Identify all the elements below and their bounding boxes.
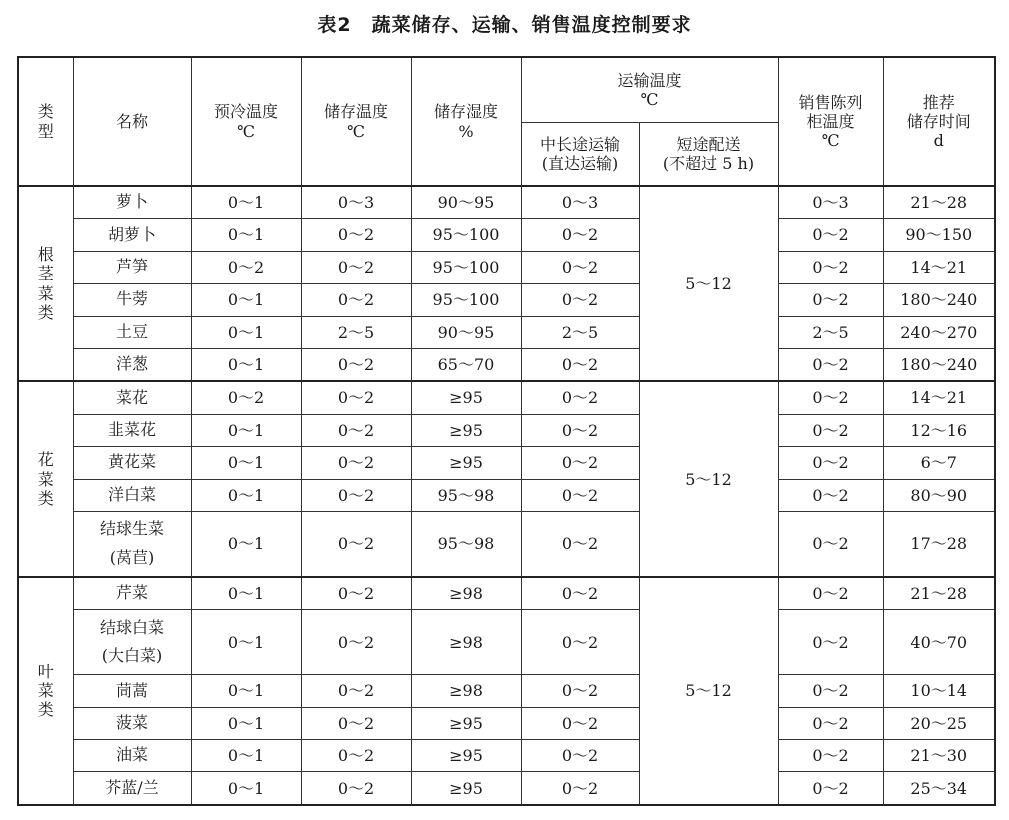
- precool-temp: 0～1: [191, 511, 301, 577]
- category-char: 类: [37, 488, 54, 508]
- header-transport-short-note: (不超过 5 h): [662, 154, 755, 173]
- transport-long-temp: 0～2: [521, 479, 639, 511]
- table-row: [18, 447, 995, 479]
- vegetable-name-line: 萝卜: [115, 192, 148, 212]
- vegetable-name-line: 洋白菜: [107, 484, 156, 504]
- vegetable-name-line: 洋葱: [115, 354, 148, 374]
- category-char: 菜: [37, 681, 54, 701]
- category-cell: [18, 577, 73, 805]
- table-row: [18, 284, 995, 316]
- category-char: 类: [37, 302, 54, 322]
- recommended-days: 25～34: [883, 772, 995, 805]
- header-storage-humidity-unit: %: [458, 121, 474, 141]
- transport-long-temp: 0～2: [521, 219, 639, 251]
- vegetable-name: [73, 447, 191, 479]
- storage-humidity: 90～95: [411, 316, 521, 348]
- storage-temp: 2～5: [301, 316, 411, 348]
- transport-long-temp: 2～5: [521, 316, 639, 348]
- header-precool-label: 预冷温度: [213, 102, 278, 122]
- storage-temp: 0～2: [301, 447, 411, 479]
- transport-short-temp: 5～12: [639, 381, 778, 577]
- recommended-days: 21～30: [883, 740, 995, 772]
- header-recommended-time: [883, 57, 995, 186]
- precool-temp: 0～1: [191, 186, 301, 219]
- precool-temp: 0～1: [191, 740, 301, 772]
- display-temp: 0～2: [778, 511, 883, 577]
- storage-humidity: 95～98: [411, 479, 521, 511]
- recommended-days: 6～7: [883, 447, 995, 479]
- vegetable-name: [73, 707, 191, 739]
- table-row: [18, 479, 995, 511]
- vegetable-name-line: 芦笋: [115, 257, 148, 277]
- table-row: [18, 414, 995, 446]
- header-transport: [521, 57, 778, 123]
- vegetable-name: [73, 414, 191, 446]
- storage-temp: 0～2: [301, 251, 411, 283]
- display-temp: 0～2: [778, 740, 883, 772]
- precool-temp: 0～1: [191, 479, 301, 511]
- storage-humidity: ≥95: [411, 447, 521, 479]
- vegetable-name-line: 芥蓝/兰: [105, 777, 159, 797]
- display-temp: 0～2: [778, 707, 883, 739]
- storage-humidity: 95～100: [411, 284, 521, 316]
- category-char: 叶: [37, 662, 54, 682]
- storage-humidity: 95～100: [411, 219, 521, 251]
- vegetable-name-line: 韭菜花: [107, 420, 156, 440]
- recommended-days: 20～25: [883, 707, 995, 739]
- table-row: [18, 251, 995, 283]
- transport-long-temp: 0～2: [521, 772, 639, 805]
- table-row: [18, 675, 995, 707]
- category-char: 茎: [37, 264, 54, 284]
- transport-long-temp: 0～2: [521, 447, 639, 479]
- storage-humidity: ≥98: [411, 610, 521, 675]
- display-temp: 0～2: [778, 447, 883, 479]
- header-recommended-unit: d: [933, 131, 944, 151]
- table-row: [18, 740, 995, 772]
- precool-temp: 0～2: [191, 381, 301, 414]
- table-row: [18, 577, 995, 610]
- recommended-days: 40～70: [883, 610, 995, 675]
- vegetable-name: [73, 348, 191, 381]
- storage-humidity: 95～100: [411, 251, 521, 283]
- precool-temp: 0～1: [191, 414, 301, 446]
- transport-long-temp: 0～2: [521, 381, 639, 414]
- category-char: 根: [37, 245, 54, 265]
- table-body: [18, 186, 995, 805]
- storage-humidity: ≥95: [411, 381, 521, 414]
- precool-temp: 0～1: [191, 447, 301, 479]
- precool-temp: 0～1: [191, 707, 301, 739]
- recommended-days: 17～28: [883, 511, 995, 577]
- vegetable-name-line: (莴苣): [109, 547, 155, 567]
- display-temp: 0～3: [778, 186, 883, 219]
- display-temp: 0～2: [778, 348, 883, 381]
- transport-long-temp: 0～3: [521, 186, 639, 219]
- storage-humidity: 65～70: [411, 348, 521, 381]
- display-temp: 0～2: [778, 675, 883, 707]
- display-temp: 0～2: [778, 381, 883, 414]
- header-category: [18, 57, 73, 186]
- precool-temp: 0～1: [191, 772, 301, 805]
- display-temp: 0～2: [778, 479, 883, 511]
- header-storage-temp: [301, 57, 411, 186]
- table-title: [0, 8, 1009, 42]
- category-char: 类: [37, 700, 54, 720]
- storage-temp: 0～2: [301, 284, 411, 316]
- precool-temp: 0～2: [191, 251, 301, 283]
- display-temp: 0～2: [778, 219, 883, 251]
- display-temp: 2～5: [778, 316, 883, 348]
- category-char: 菜: [37, 469, 54, 489]
- recommended-days: 21～28: [883, 577, 995, 610]
- header-display-line-2: 柜温度: [806, 111, 855, 131]
- recommended-days: 14～21: [883, 381, 995, 414]
- vegetable-name: [73, 251, 191, 283]
- vegetable-name: [73, 316, 191, 348]
- header-transport-unit: ℃: [640, 90, 659, 109]
- table-row: [18, 219, 995, 251]
- transport-long-temp: 0～2: [521, 740, 639, 772]
- header-storage-humidity-label: 储存湿度: [433, 102, 498, 122]
- storage-temp: 0～2: [301, 414, 411, 446]
- recommended-days: 14～21: [883, 251, 995, 283]
- transport-long-temp: 0～2: [521, 414, 639, 446]
- table-row: [18, 511, 995, 577]
- storage-temp: 0～2: [301, 610, 411, 675]
- vegetable-name: [73, 740, 191, 772]
- table-header: [18, 57, 995, 186]
- vegetable-name-line: 菠菜: [115, 712, 148, 732]
- precool-temp: 0～1: [191, 316, 301, 348]
- storage-temp: 0～2: [301, 707, 411, 739]
- precool-temp: 0～1: [191, 577, 301, 610]
- storage-temp: 0～2: [301, 577, 411, 610]
- recommended-days: 180～240: [883, 284, 995, 316]
- header-transport-long: [521, 123, 639, 187]
- recommended-days: 12～16: [883, 414, 995, 446]
- display-temp: 0～2: [778, 772, 883, 805]
- header-name: 名称: [73, 57, 191, 186]
- precool-temp: 0～1: [191, 284, 301, 316]
- storage-temp: 0～2: [301, 675, 411, 707]
- temperature-table: [17, 56, 996, 806]
- header-category-line-2: 型: [37, 121, 54, 141]
- vegetable-name: [73, 284, 191, 316]
- header-display-unit: ℃: [821, 131, 840, 151]
- display-temp: 0～2: [778, 414, 883, 446]
- header-storage-humidity: [411, 57, 521, 186]
- header-recommended-line-2: 储存时间: [906, 111, 971, 131]
- header-transport-long-label: 中长途运输: [539, 134, 620, 154]
- transport-long-temp: 0～2: [521, 675, 639, 707]
- transport-short-temp: 5～12: [639, 186, 778, 381]
- precool-temp: 0～1: [191, 219, 301, 251]
- transport-long-temp: 0～2: [521, 511, 639, 577]
- vegetable-name: [73, 511, 191, 577]
- vegetable-name: [73, 381, 191, 414]
- storage-humidity: ≥98: [411, 577, 521, 610]
- storage-humidity: ≥95: [411, 414, 521, 446]
- header-transport-label: 运输温度: [617, 70, 682, 90]
- display-temp: 0～2: [778, 251, 883, 283]
- vegetable-name: [73, 772, 191, 805]
- recommended-days: 240～270: [883, 316, 995, 348]
- precool-temp: 0～1: [191, 348, 301, 381]
- transport-long-temp: 0～2: [521, 284, 639, 316]
- header-precool: [191, 57, 301, 186]
- category-cell: [18, 381, 73, 577]
- header-category-line-1: 类: [37, 102, 54, 122]
- vegetable-name-line: 胡萝卜: [107, 224, 156, 244]
- table-row: [18, 348, 995, 381]
- header-display-temp: [778, 57, 883, 186]
- vegetable-name-line: (大白菜): [101, 646, 163, 666]
- vegetable-name: [73, 479, 191, 511]
- recommended-days: 180～240: [883, 348, 995, 381]
- recommended-days: 90～150: [883, 219, 995, 251]
- header-transport-long-note: (直达运输): [541, 154, 619, 173]
- storage-temp: 0～2: [301, 511, 411, 577]
- vegetable-name-line: 结球生菜: [99, 519, 164, 539]
- vegetable-name: [73, 577, 191, 610]
- vegetable-name: [73, 186, 191, 219]
- display-temp: 0～2: [778, 577, 883, 610]
- storage-temp: 0～2: [301, 740, 411, 772]
- transport-long-temp: 0～2: [521, 348, 639, 381]
- storage-temp: 0～2: [301, 772, 411, 805]
- transport-short-temp: 5～12: [639, 577, 778, 805]
- vegetable-name-line: 芹菜: [115, 583, 148, 603]
- header-storage-temp-unit: ℃: [347, 121, 365, 141]
- category-char: 菜: [37, 283, 54, 303]
- transport-long-temp: 0～2: [521, 251, 639, 283]
- storage-humidity: 95～98: [411, 511, 521, 577]
- transport-long-temp: 0～2: [521, 577, 639, 610]
- vegetable-name-line: 土豆: [115, 321, 148, 341]
- display-temp: 0～2: [778, 610, 883, 675]
- storage-humidity: ≥98: [411, 675, 521, 707]
- table-row: [18, 186, 995, 219]
- category-cell: [18, 186, 73, 381]
- vegetable-name-line: 油菜: [115, 745, 148, 765]
- storage-temp: 0～2: [301, 219, 411, 251]
- storage-temp: 0～2: [301, 381, 411, 414]
- precool-temp: 0～1: [191, 610, 301, 675]
- transport-long-temp: 0～2: [521, 707, 639, 739]
- table-caption: 蔬菜储存、运输、销售温度控制要求: [371, 14, 692, 36]
- storage-temp: 0～3: [301, 186, 411, 219]
- table-row: [18, 316, 995, 348]
- header-display-line-1: 销售陈列: [798, 92, 863, 112]
- storage-humidity: ≥95: [411, 740, 521, 772]
- recommended-days: 80～90: [883, 479, 995, 511]
- storage-temp: 0～2: [301, 479, 411, 511]
- storage-humidity: ≥95: [411, 707, 521, 739]
- vegetable-name: [73, 219, 191, 251]
- recommended-days: 21～28: [883, 186, 995, 219]
- vegetable-name-line: 牛蒡: [115, 289, 148, 309]
- header-transport-short: [639, 123, 778, 187]
- header-recommended-line-1: 推荐: [922, 92, 955, 112]
- header-transport-short-label: 短途配送: [676, 134, 741, 154]
- display-temp: 0～2: [778, 284, 883, 316]
- vegetable-name-line: 结球白菜: [99, 617, 164, 637]
- table-row: [18, 610, 995, 675]
- vegetable-name-line: 茼蒿: [115, 680, 148, 700]
- transport-long-temp: 0～2: [521, 610, 639, 675]
- table-row: [18, 772, 995, 805]
- table-number: 表2: [317, 14, 352, 36]
- header-precool-unit: ℃: [237, 121, 255, 141]
- header-storage-temp-label: 储存温度: [323, 102, 388, 122]
- table-row: [18, 381, 995, 414]
- recommended-days: 10～14: [883, 675, 995, 707]
- storage-temp: 0～2: [301, 348, 411, 381]
- vegetable-name: [73, 675, 191, 707]
- vegetable-name-line: 黄花菜: [107, 452, 156, 472]
- vegetable-name-line: 菜花: [115, 387, 148, 407]
- precool-temp: 0～1: [191, 675, 301, 707]
- table-row: [18, 707, 995, 739]
- storage-humidity: 90～95: [411, 186, 521, 219]
- category-char: 花: [37, 450, 54, 470]
- vegetable-name: [73, 610, 191, 675]
- storage-humidity: ≥95: [411, 772, 521, 805]
